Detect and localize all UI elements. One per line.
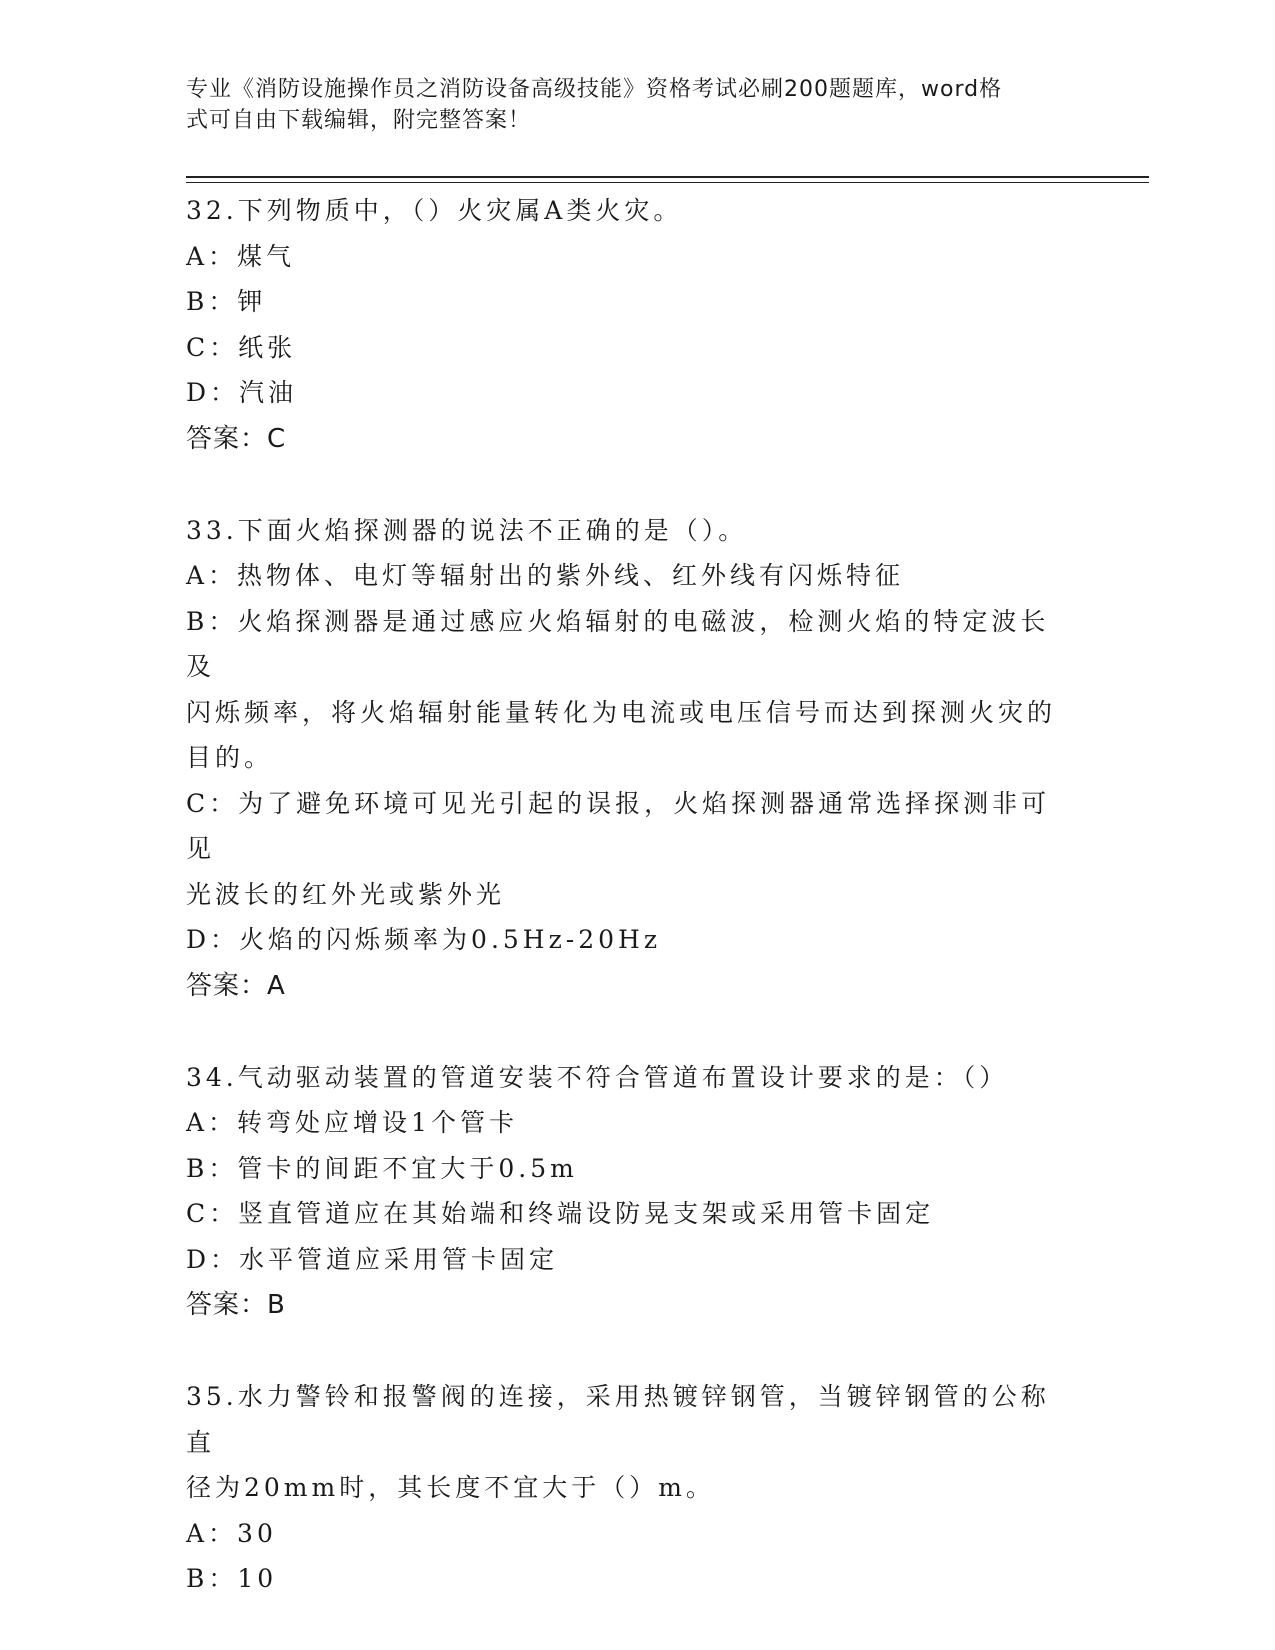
question-text: 34.气动驱动装置的管道安装不符合管道布置设计要求的是：（）: [186, 1062, 1009, 1092]
correct-answer: 答案：A: [186, 970, 286, 1001]
correct-answer: 答案：C: [186, 423, 287, 454]
answer-option: A：热物体、电灯等辐射出的紫外线、红外线有闪烁特征: [186, 561, 905, 590]
question-text: 32.下列物质中，（）火灾属A类火灾。: [186, 196, 683, 225]
answer-option: A：煤气: [186, 241, 296, 271]
answer-option: D：火焰的闪烁频率为0.5Hz-20Hz: [186, 925, 662, 954]
document-header: [186, 74, 1076, 136]
answer-option: A：转弯处应增设1个管卡: [186, 1108, 518, 1137]
answer-option: B：钾: [186, 287, 267, 316]
correct-answer: 答案：B: [186, 1290, 286, 1320]
question-block: [186, 1374, 1066, 1602]
header-line-2: 式可自由下载编辑，附完整答案！: [186, 108, 532, 133]
answer-option: B：火焰探测器是通过感应火焰辐射的电磁波，检测火焰的特定波长及: [186, 606, 1050, 681]
answer-option: D：汽油: [186, 378, 298, 407]
answer-option: D：水平管道应采用管卡固定: [186, 1244, 559, 1274]
answer-option: B：10: [186, 1564, 278, 1593]
question-text: 35.水力警铃和报警阀的连接，采用热镀锌钢管，当镀锌钢管的公称直: [186, 1382, 1050, 1457]
answer-option: 目的。: [186, 743, 274, 772]
question-block: [186, 1055, 1066, 1329]
answer-option: 闪烁频率，将火焰辐射能量转化为电流或电压信号而达到探测火灾的: [186, 697, 1057, 727]
question-list: [186, 188, 1066, 1648]
question-text: 径为20mm时，其长度不宜大于（）m。: [186, 1473, 715, 1502]
answer-option: 光波长的红外光或紫外光: [186, 879, 506, 909]
answer-option: B：管卡的间距不宜大于0.5m: [186, 1153, 578, 1183]
answer-option: C：为了避免环境可见光引起的误报，火焰探测器通常选择探测非可见: [186, 788, 1051, 863]
question-block: [186, 508, 1066, 1009]
question-block: [186, 188, 1066, 462]
answer-option: A：30: [186, 1518, 277, 1548]
header-line-1: 专业《消防设施操作员之消防设备高级技能》资格考试必刷200题题库，word格: [186, 77, 1003, 102]
header-divider-thin: [186, 182, 1149, 183]
header-divider-thick: [186, 176, 1149, 178]
answer-option: C：纸张: [186, 332, 297, 362]
question-text: 33.下面火焰探测器的说法不正确的是（）。: [186, 515, 748, 545]
answer-option: C：竖直管道应在其始端和终端设防晃支架或采用管卡固定: [186, 1199, 935, 1228]
